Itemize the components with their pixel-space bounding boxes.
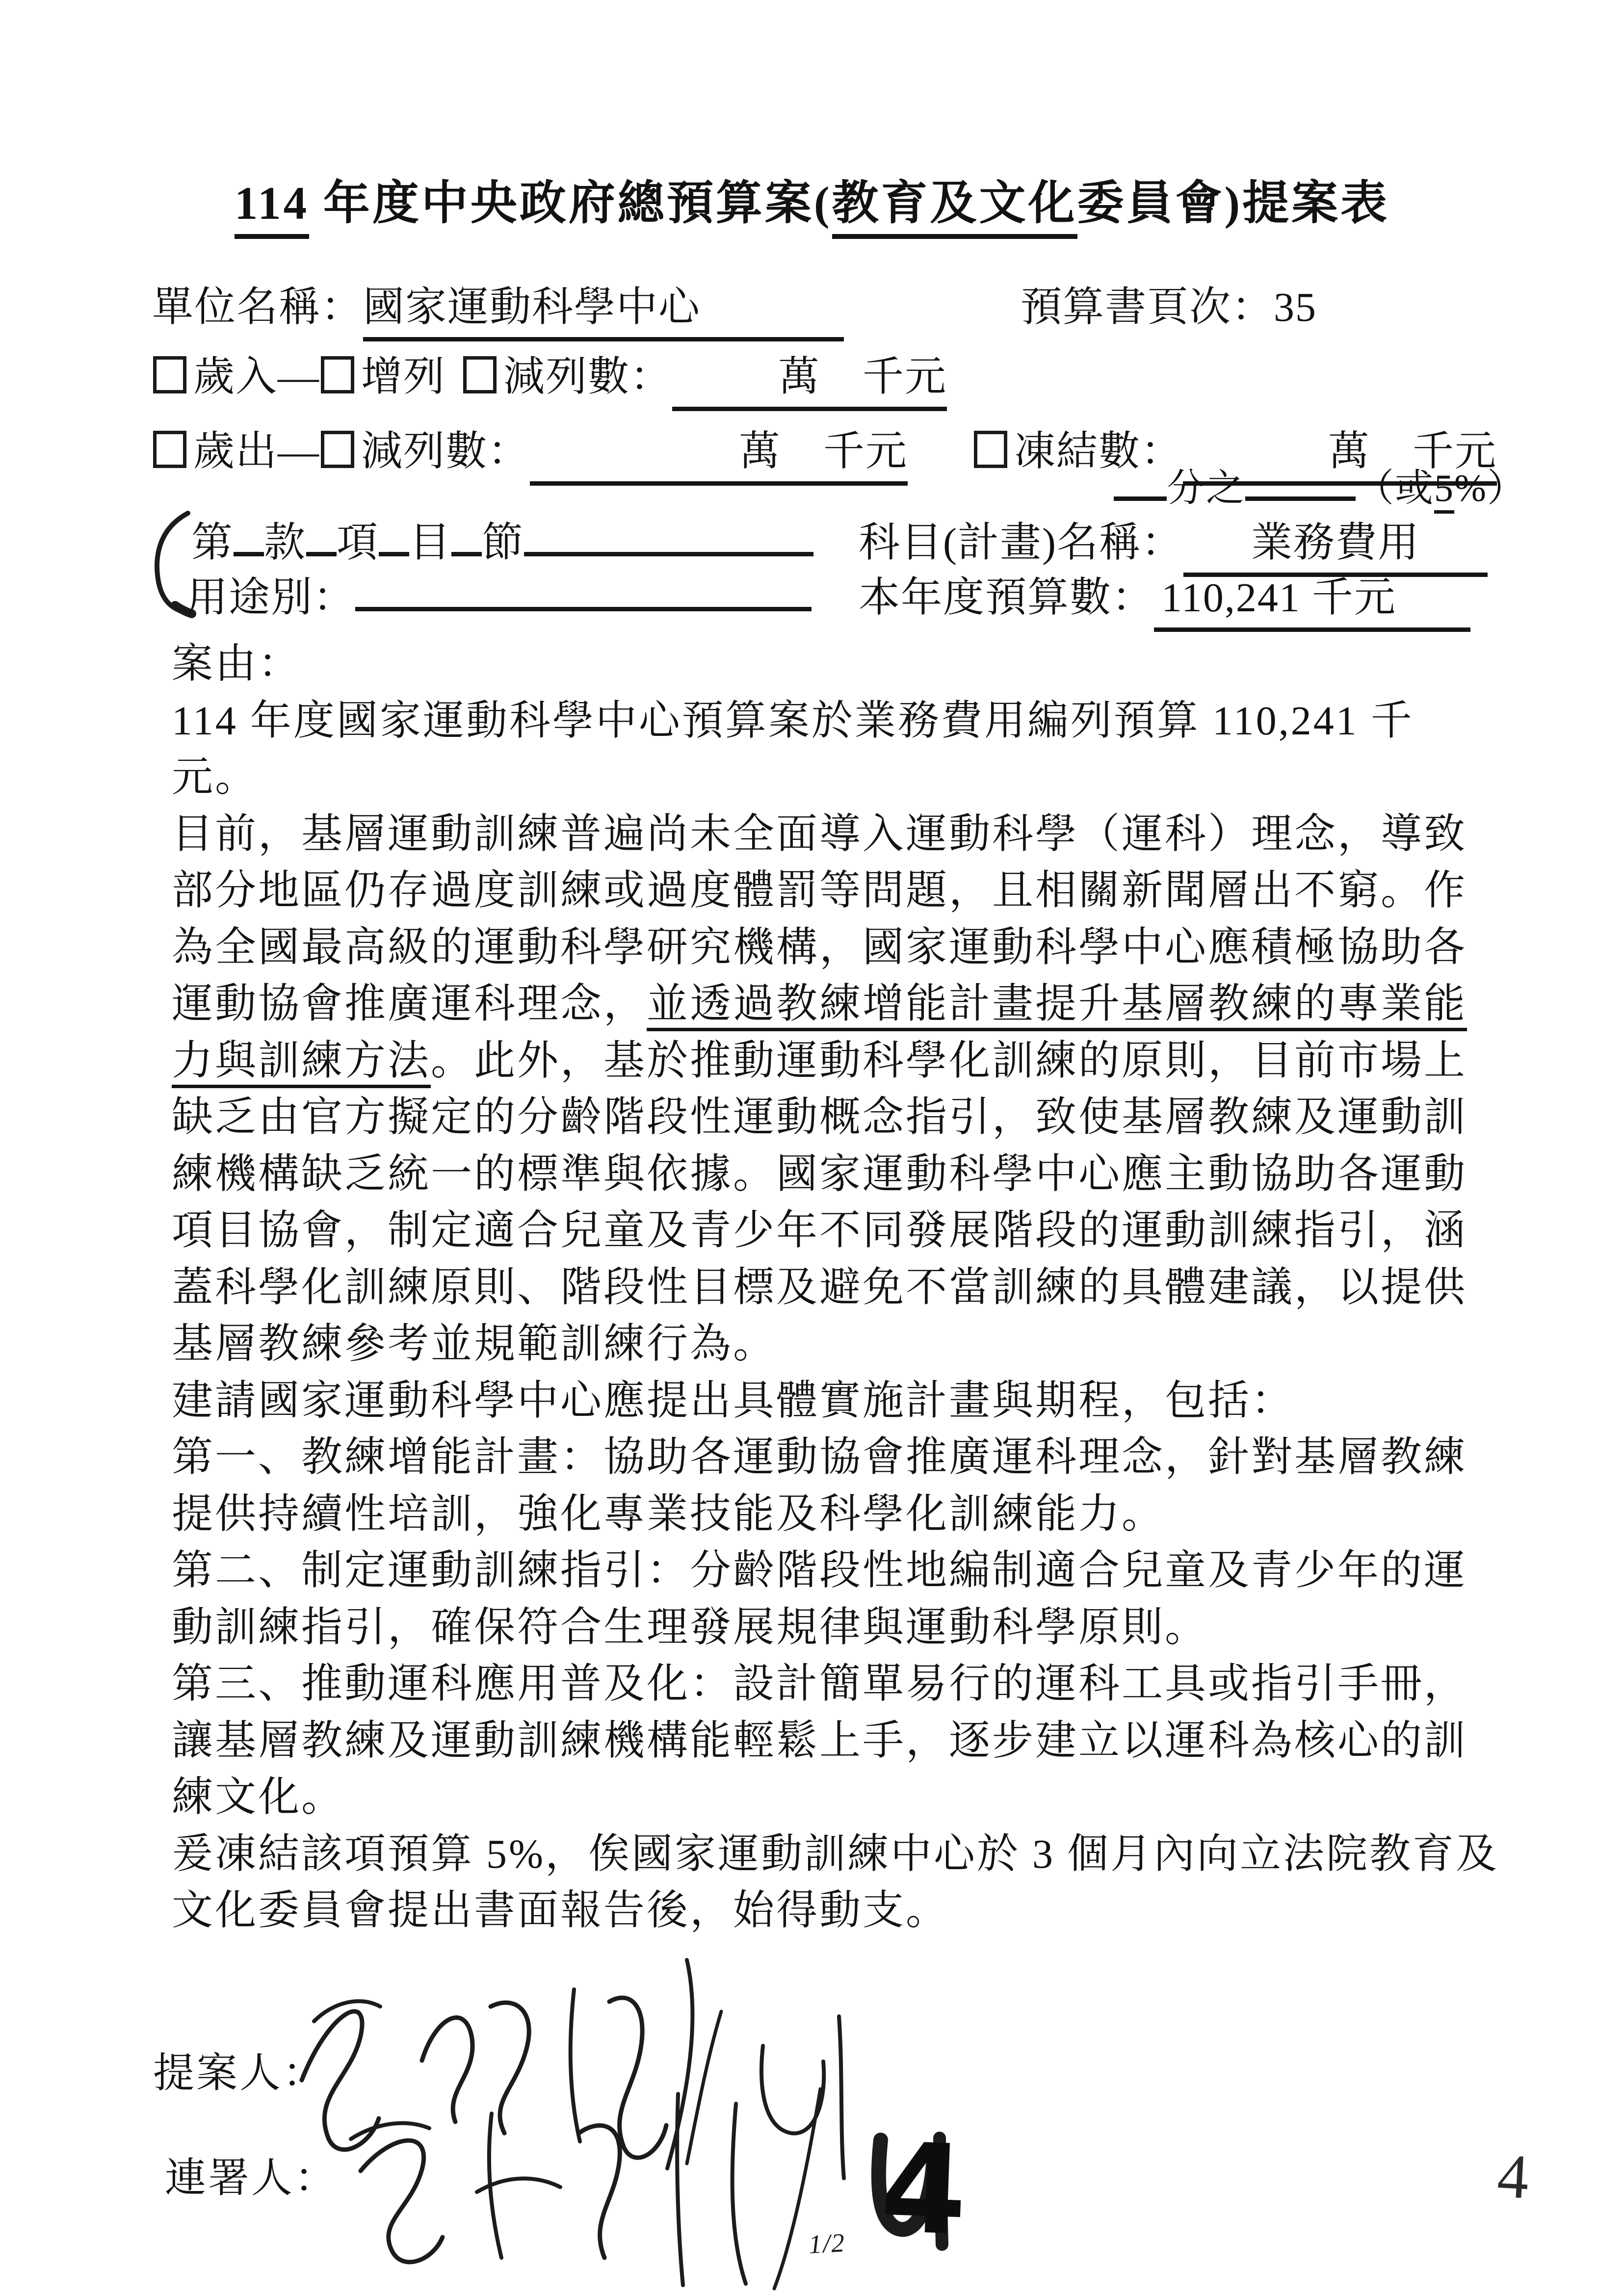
body-text-segment: 第一、教練增能計畫：協助各運動協會推廣運科理念，針對基層教練	[172, 1435, 1467, 1480]
expenditure-row	[152, 418, 908, 486]
body-line-11	[172, 1202, 1506, 1259]
body-text-segment: 114 年度國家運動科學中心預算案於業務費用編列預算 110,241 千	[172, 698, 1414, 744]
usage-label: 用途別：	[186, 575, 356, 621]
body-text-segment: 。此外，基於推動運動科學化訓練的原則，目前市場上	[431, 1038, 1467, 1084]
revenue-in-label: 歲入	[193, 354, 278, 400]
body-text-segment: 練文化。	[172, 1774, 345, 1820]
blank-item-long	[524, 513, 813, 556]
body-text-segment: 讓基層教練及運動訓練機構能輕鬆上手，逐步建立以運科為核心的訓	[172, 1718, 1467, 1764]
blank-jie	[451, 513, 482, 556]
checkbox-cut-amount	[321, 431, 354, 468]
budget-page-label: 預算書頁次：	[1021, 285, 1274, 330]
body-line-21	[172, 1769, 1506, 1826]
body-line-5	[172, 862, 1506, 919]
mu-label: 目	[409, 520, 452, 566]
amount-unit-blank-1: 萬 千元	[672, 343, 947, 411]
body-text-segment: 案由：	[172, 641, 302, 687]
fraction-blank-2	[1245, 460, 1356, 501]
body-text-segment: 文化委員會提出書面報告後，始得動支。	[172, 1888, 949, 1933]
dash2: —	[278, 429, 320, 474]
body-line-18	[172, 1599, 1506, 1656]
title-mid: 年度中央政府總預算案(	[309, 177, 832, 229]
blank-xiang	[306, 513, 337, 556]
cut-amount-label: 減列數：	[361, 429, 530, 474]
title-year: 114	[235, 177, 309, 239]
budget-page-value: 35	[1274, 285, 1317, 330]
body-line-22	[172, 1826, 1506, 1883]
fraction-close: %）	[1454, 467, 1527, 509]
checkbox-freeze-amount	[974, 431, 1007, 468]
blank-kuan	[234, 513, 264, 556]
body-text-segment: 提供持續性培訓，強化專業技能及科學化訓練能力。	[172, 1491, 1165, 1537]
budget-page-row	[1021, 274, 1317, 333]
xiang-label: 項	[337, 520, 379, 566]
body-line-1	[172, 636, 1506, 693]
checkbox-increase	[321, 356, 354, 393]
body-line-14	[172, 1373, 1506, 1430]
amount-unit-blank-2: 萬 千元	[530, 418, 908, 486]
proposer-label: 提案人：	[153, 2051, 326, 2096]
body-line-4	[172, 806, 1506, 863]
title-tail: 委員會)提案表	[1077, 177, 1390, 229]
cosigner-signatures	[304, 2075, 1089, 2291]
budget-amount-row	[859, 564, 1470, 632]
body-line-20	[172, 1713, 1506, 1770]
body-line-17	[172, 1542, 1506, 1599]
item-section-row	[191, 509, 813, 569]
body-text-segment: 爰凍結該項預算 5%，俟國家運動訓練中心於 3 個月內向立法院教育及	[172, 1831, 1499, 1877]
fraction-fen: 分之	[1167, 467, 1246, 509]
jie-label: 節	[482, 520, 524, 566]
page-title	[0, 166, 1624, 233]
body-line-6	[172, 919, 1506, 976]
kuan-label: 款	[264, 520, 307, 566]
cosigner-label: 連署人：	[165, 2156, 338, 2201]
fraction-blank-1	[1114, 460, 1167, 501]
body-text-segment: 項目協會，制定適合兒童及青少年不同發展階段的運動訓練指引，涵	[172, 1208, 1467, 1253]
body-line-15	[172, 1429, 1506, 1486]
body-text-segment: 基層教練參考並規範訓練行為。	[172, 1321, 777, 1367]
body-line-7	[172, 976, 1506, 1033]
increase-label: 增列	[361, 354, 446, 400]
budget-amount-label: 本年度預算數：	[859, 575, 1154, 621]
usage-row	[186, 564, 812, 624]
di-label: 第	[191, 520, 234, 566]
handwritten-corner-4: 4	[1495, 2140, 1531, 2212]
body-text-segment: 第三、推動運科應用普及化：設計簡單易行的運科工具或指引手冊，	[172, 1661, 1467, 1707]
body-text-segment: 建請國家運動科學中心應提出具體實施計畫與期程，包括：	[172, 1378, 1295, 1424]
body-text-segment: 元。	[172, 755, 259, 800]
revenue-out-label: 歲出	[193, 429, 278, 474]
body-line-3	[172, 749, 1506, 806]
body-line-8	[172, 1033, 1506, 1090]
body-text-segment: 動訓練指引，確保符合生理發展規律與運動科學原則。	[172, 1604, 1208, 1650]
body-text-segment: 練機構缺乏統一的標準與依據。國家運動科學中心應主動協助各運動	[172, 1151, 1467, 1197]
dash: —	[278, 354, 320, 400]
body-text-segment: 缺乏由官方擬定的分齡階段性運動概念指引，致使基層教練及運動訓	[172, 1095, 1467, 1140]
body-text-segment: 第二、制定運動訓練指引：分齡階段性地編制適合兒童及青少年的運	[172, 1548, 1467, 1593]
title-committee: 教育及文化	[832, 177, 1077, 239]
amount-unit-blank-3: 萬 千元	[1183, 418, 1497, 486]
freeze-amount-label: 凍結數：	[1014, 429, 1183, 474]
page-number: 1/2	[808, 2228, 846, 2259]
body	[172, 636, 1506, 1939]
body-line-13	[172, 1316, 1506, 1373]
checkbox-decrease-amount	[463, 356, 497, 393]
unit-name-row	[152, 274, 844, 341]
usage-blank	[355, 568, 812, 611]
body-text-segment: 力與訓練方法	[172, 1038, 431, 1088]
body-text-segment: 部分地區仍存過度訓練或過度體罰等問題，且相關新聞層出不窮。作	[172, 868, 1467, 913]
subject-label: 科目(計畫)名稱：	[859, 520, 1183, 566]
fraction-open: （或	[1356, 467, 1435, 509]
body-text-segment: 蓋科學化訓練原則、階段性目標及避免不當訓練的具體建議，以提供	[172, 1264, 1467, 1310]
body-line-2	[172, 693, 1506, 750]
unit-name-label: 單位名稱：	[152, 285, 364, 330]
body-line-23	[172, 1882, 1506, 1939]
body-line-9	[172, 1089, 1506, 1146]
checkbox-revenue-out	[153, 431, 186, 468]
fraction-percent-value: 5	[1434, 467, 1454, 514]
body-line-12	[172, 1259, 1506, 1316]
handwritten-bold-4: 4	[878, 2116, 969, 2263]
body-text-segment: 為全國最高級的運動科學研究機構，國家運動科學中心應積極協助各	[172, 924, 1467, 970]
body-text-segment: 運動協會推廣運科理念，	[172, 981, 647, 1027]
body-text-segment: 並透過教練增能計畫提升基層教練的專業能	[647, 981, 1467, 1031]
body-text-segment: 目前，基層運動訓練普遍尚未全面導入運動科學（運科）理念，導致	[172, 811, 1467, 857]
body-line-19	[172, 1656, 1506, 1713]
decrease-amount-label: 減列數：	[503, 354, 673, 400]
body-line-16	[172, 1486, 1506, 1543]
blank-mu	[379, 513, 409, 556]
unit-name-value: 國家運動科學中心	[363, 274, 844, 341]
subject-value: 業務費用	[1183, 509, 1488, 577]
fraction-row	[1114, 457, 1526, 512]
body-line-10	[172, 1146, 1506, 1203]
revenue-row	[152, 343, 947, 411]
checkbox-revenue-in	[153, 356, 186, 393]
budget-amount-value: 110,241 千元	[1154, 564, 1470, 632]
